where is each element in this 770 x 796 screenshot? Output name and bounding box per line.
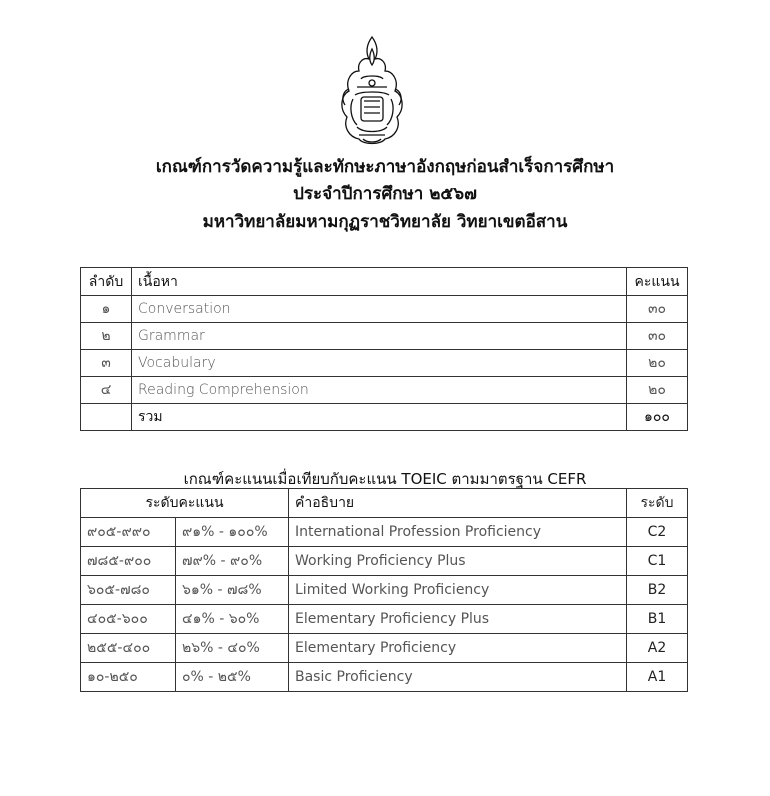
cefr-table [80, 488, 688, 692]
cefr-table-title: เกณฑ์คะแนนเมื่อเทียบกับคะแนน TOEIC ตามมาตรฐาน CEFR [183, 470, 587, 488]
toeic-range: ๗๘๕-๙๐๐ [81, 547, 176, 576]
row-content: Grammar [132, 323, 627, 350]
cefr-level: C1 [627, 547, 688, 576]
level-description: International Profession Proficiency [289, 518, 627, 547]
toeic-range: ๖๐๕-๗๘๐ [81, 576, 176, 605]
level-description: Elementary Proficiency [289, 634, 627, 663]
total-no-cell [81, 404, 132, 431]
table-row [81, 296, 688, 323]
column-header-content: เนื้อหา [132, 268, 627, 296]
cefr-level: B1 [627, 605, 688, 634]
row-content: Conversation [132, 296, 627, 323]
table-row [81, 350, 688, 377]
row-content: Reading Comprehension [132, 377, 627, 404]
table-header-row [81, 268, 688, 296]
column-header-score: คะแนน [627, 268, 688, 296]
cefr-level: C2 [627, 518, 688, 547]
row-score: ๒๐ [627, 377, 688, 404]
level-description: Working Proficiency Plus [289, 547, 627, 576]
table-row [81, 634, 688, 663]
table-row [81, 323, 688, 350]
row-content: Vocabulary [132, 350, 627, 377]
row-score: ๒๐ [627, 350, 688, 377]
table-row [81, 518, 688, 547]
row-no: ๓ [81, 350, 132, 377]
toeic-range: ๑๐-๒๕๐ [81, 663, 176, 692]
percent-range: ๙๑% - ๑๐๐% [176, 518, 289, 547]
content-score-table [80, 267, 688, 431]
column-header-level: ระดับ [627, 489, 688, 518]
table-row [81, 576, 688, 605]
university-emblem [333, 35, 411, 150]
level-description: Elementary Proficiency Plus [289, 605, 627, 634]
level-description: Basic Proficiency [289, 663, 627, 692]
toeic-range: ๙๐๕-๙๙๐ [81, 518, 176, 547]
page-title: เกณฑ์การวัดความรู้และทักษะภาษาอังกฤษก่อนสำเร็จการศึกษา [155, 157, 615, 177]
row-no: ๑ [81, 296, 132, 323]
percent-range: ๐% - ๒๕% [176, 663, 289, 692]
toeic-range: ๒๕๕-๔๐๐ [81, 634, 176, 663]
table-row [81, 547, 688, 576]
total-row [81, 404, 688, 431]
table-row [81, 377, 688, 404]
toeic-range: ๔๐๕-๖๐๐ [81, 605, 176, 634]
percent-range: ๗๙% - ๙๐% [176, 547, 289, 576]
academic-year: ประจำปีการศึกษา ๒๕๖๗ [293, 184, 477, 204]
table-row [81, 663, 688, 692]
row-no: ๔ [81, 377, 132, 404]
percent-range: ๒๖% - ๔๐% [176, 634, 289, 663]
table-header-row [81, 489, 688, 518]
percent-range: ๖๑% - ๗๘% [176, 576, 289, 605]
level-description: Limited Working Proficiency [289, 576, 627, 605]
university-name: มหาวิทยาลัยมหามกุฏราชวิทยาลัย วิทยาเขตอีสาน [202, 212, 568, 232]
cefr-level: A2 [627, 634, 688, 663]
total-score: ๑๐๐ [627, 404, 688, 431]
row-score: ๓๐ [627, 296, 688, 323]
column-header-description: คำอธิบาย [289, 489, 627, 518]
table-row [81, 605, 688, 634]
cefr-level: B2 [627, 576, 688, 605]
row-score: ๓๐ [627, 323, 688, 350]
column-header-range: ระดับคะแนน [81, 489, 289, 518]
column-header-no: ลำดับ [81, 268, 132, 296]
cefr-level: A1 [627, 663, 688, 692]
percent-range: ๔๑% - ๖๐% [176, 605, 289, 634]
total-label: รวม [132, 404, 627, 431]
row-no: ๒ [81, 323, 132, 350]
